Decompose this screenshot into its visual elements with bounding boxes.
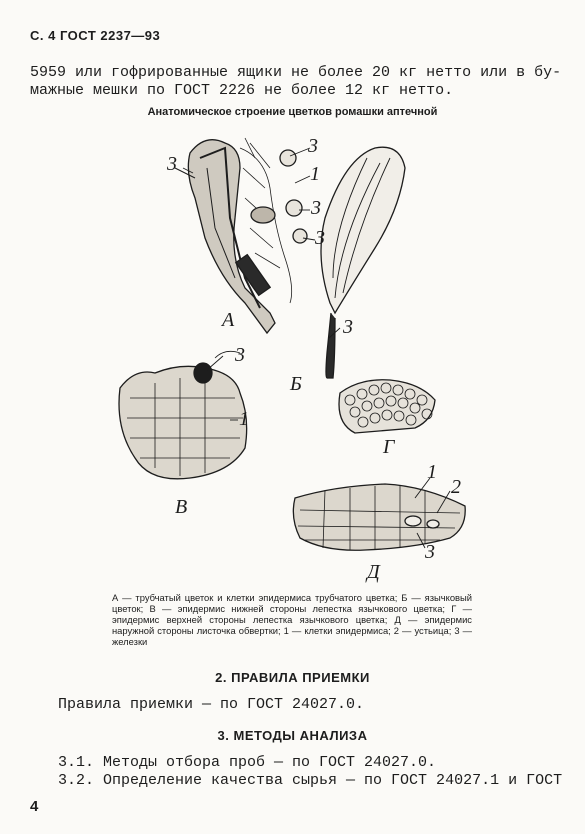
label-2: 2 <box>451 476 461 498</box>
tubular-flower-drawing <box>175 138 307 333</box>
label-B: Б <box>290 373 302 395</box>
label-G: Г <box>383 436 395 458</box>
section-2-text: Правила приемки — по ГОСТ 24027.0. <box>58 696 365 713</box>
label-3: 3 <box>311 197 321 219</box>
intro-line-2: мажные мешки по ГОСТ 2226 не более 12 кг нетто. <box>30 82 454 99</box>
label-3: 3 <box>235 344 245 366</box>
figure-caption: А — трубчатый цветок и клетки эпидермиса трубчатого цветка; Б — язычковый цветок; В — эпидермис нижней стороны лепестка язычкового цветка; Г — эпидермис верхней стороны лепестка язычкового цветка; Д — эпидермис наружной стороны листочка обвертки; 1 — клетки эпидермиса; 2 — устьица; 3 — железки <box>112 592 472 647</box>
label-1: 1 <box>239 408 249 430</box>
label-V: В <box>175 496 188 518</box>
lower-epidermis-drawing <box>119 351 247 479</box>
label-3: 3 <box>315 227 325 249</box>
label-3: 3 <box>167 153 177 175</box>
intro-line-1: 5959 или гофрированные ящики не более 20 кг нетто или в бу- <box>30 64 562 81</box>
involucre-epidermis-drawing <box>293 484 465 550</box>
page-number: 4 <box>30 798 39 815</box>
label-A: А <box>222 309 235 331</box>
label-1: 1 <box>310 163 320 185</box>
section-2-title: 2. ПРАВИЛА ПРИЕМКИ <box>215 670 370 685</box>
ligulate-flower-drawing <box>321 147 405 378</box>
page-header: С. 4 ГОСТ 2237—93 <box>30 28 161 43</box>
figure-title: Анатомическое строение цветков ромашки аптечной <box>147 106 438 118</box>
label-D: Д <box>367 561 380 583</box>
label-3: 3 <box>308 135 318 157</box>
section-3-title: 3. МЕТОДЫ АНАЛИЗА <box>217 728 368 743</box>
upper-epidermis-drawing <box>339 380 435 433</box>
chamomile-anatomy-figure <box>95 128 475 588</box>
label-3: 3 <box>343 316 353 338</box>
section-3-item-1: 3.1. Методы отбора проб — по ГОСТ 24027.0. <box>58 754 437 771</box>
label-1: 1 <box>427 461 437 483</box>
section-3-item-2: 3.2. Определение качества сырья — по ГОСТ 24027.1 и ГОСТ <box>58 772 563 789</box>
label-3: 3 <box>425 541 435 563</box>
